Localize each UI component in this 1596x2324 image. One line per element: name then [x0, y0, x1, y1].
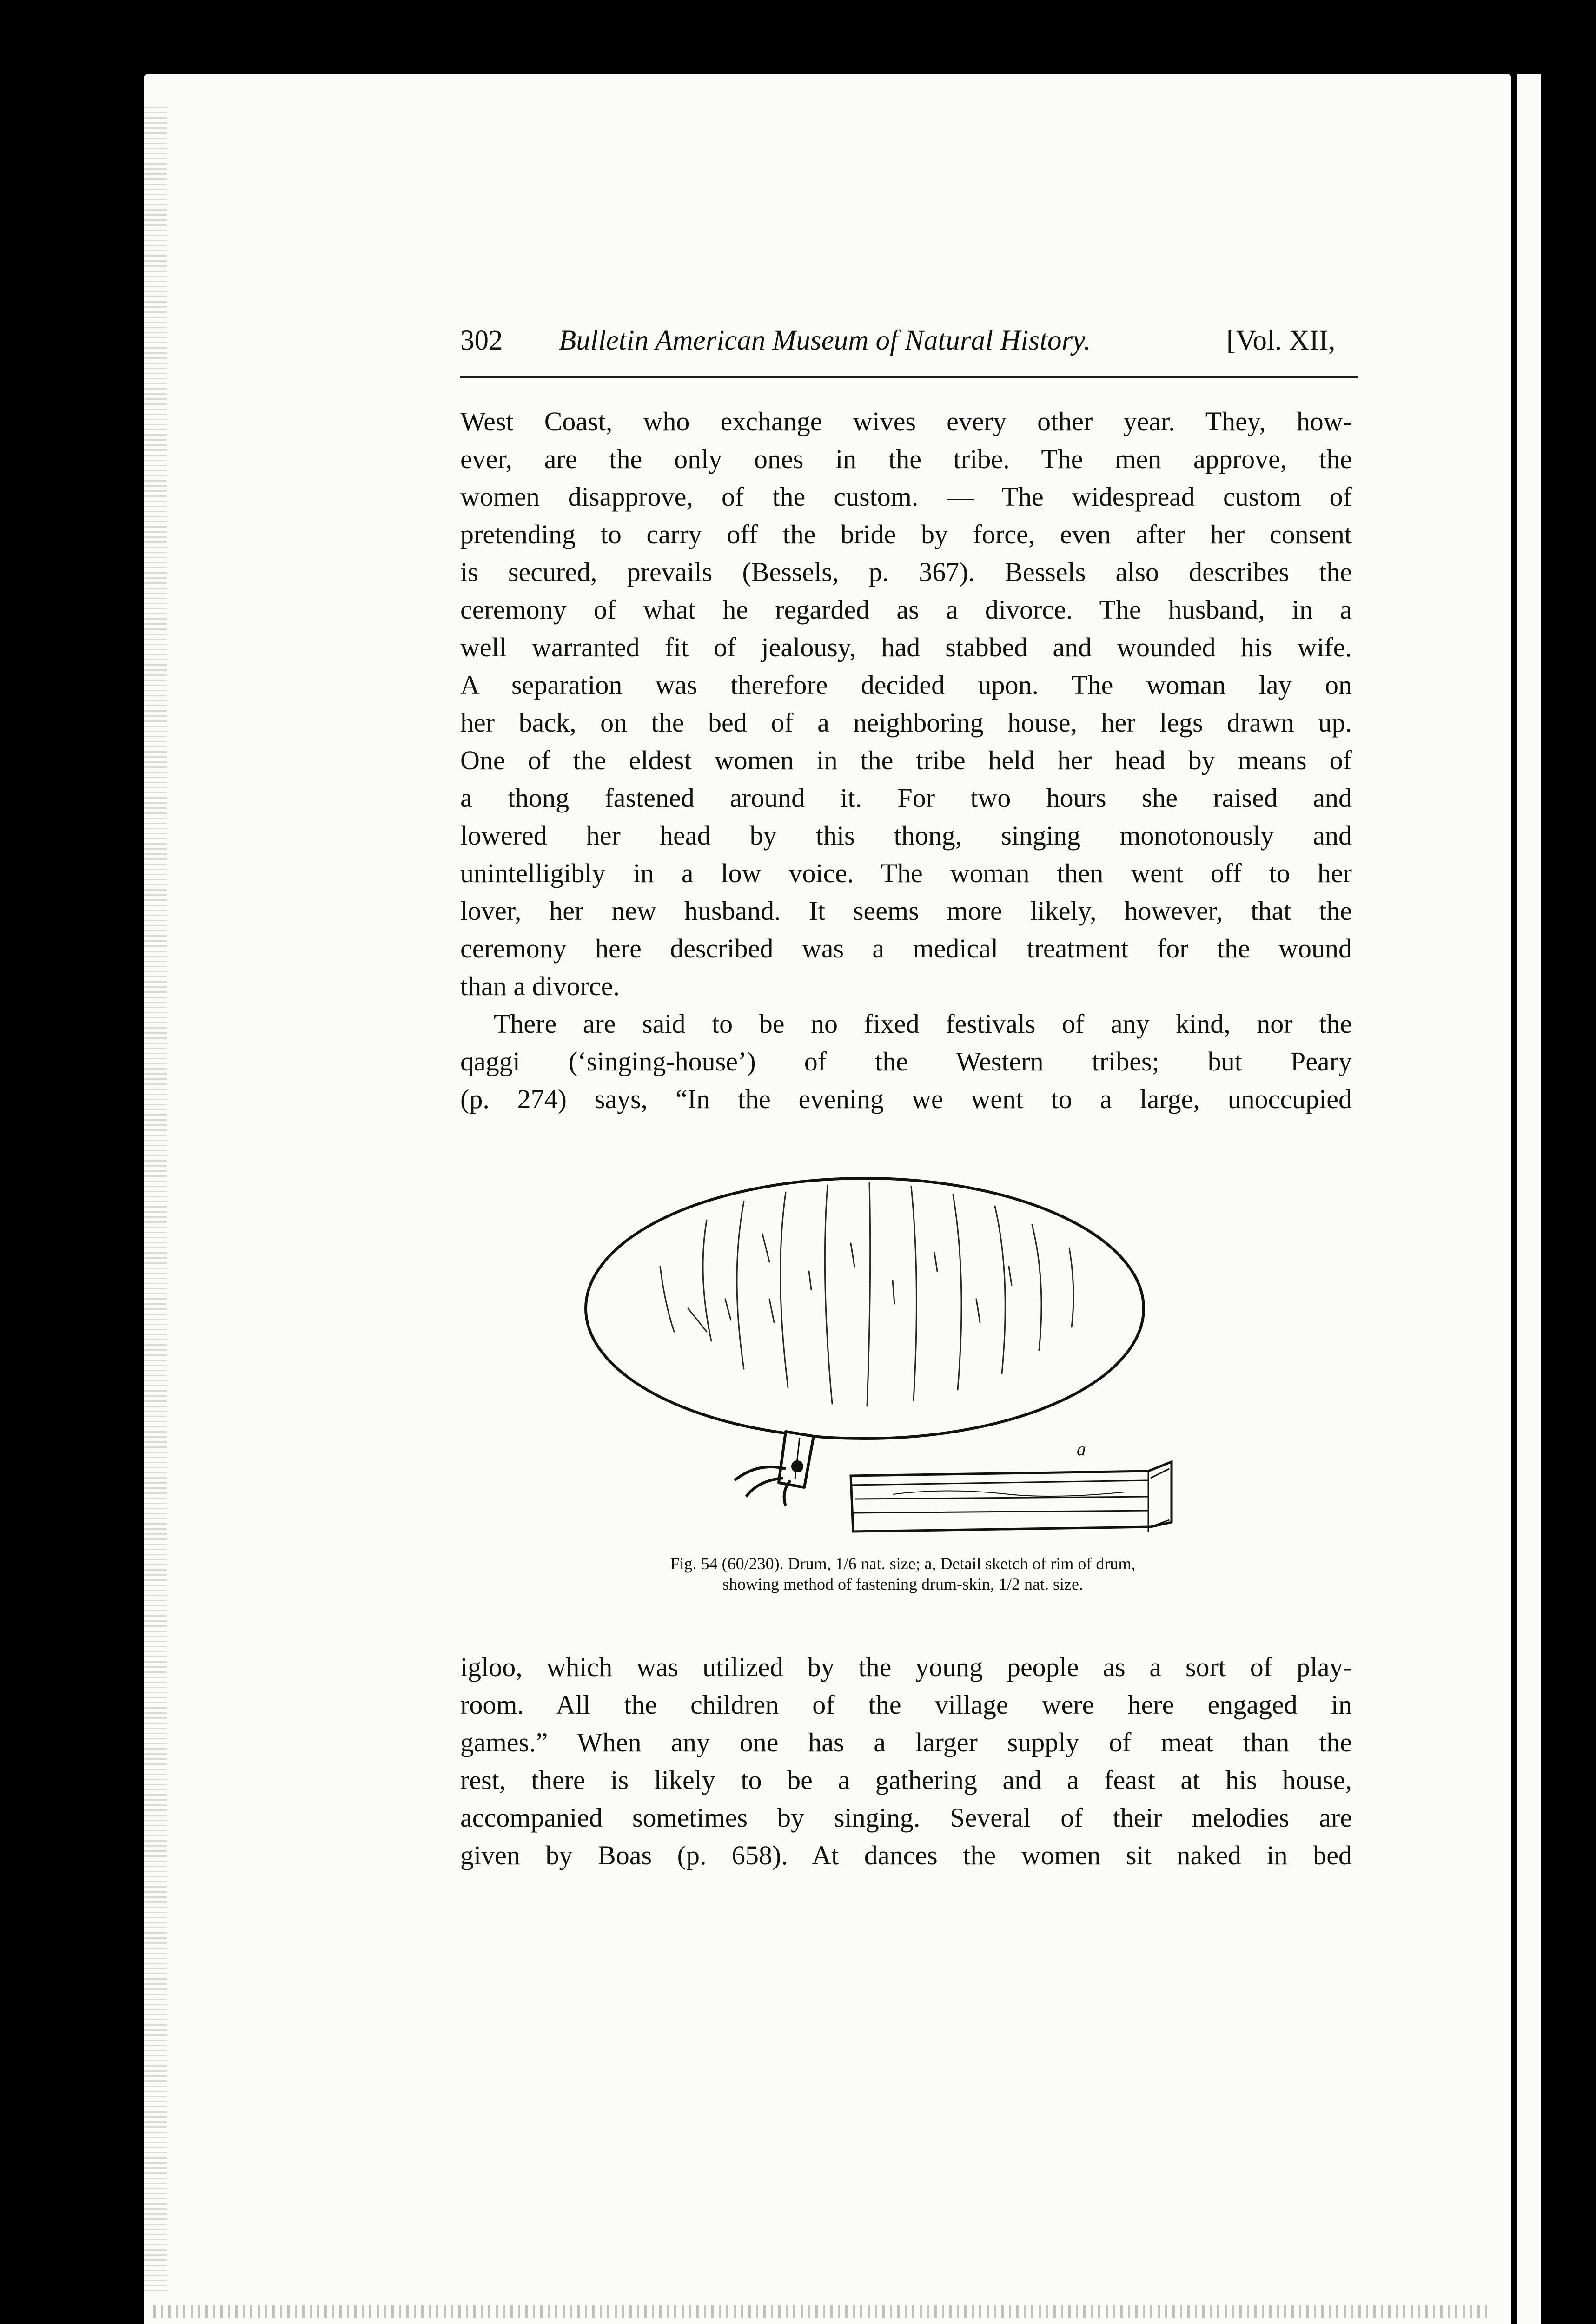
text-line: is secured, prevails (Bessels, p. 367). Bessels also describes the [460, 557, 1352, 587]
text-line: (p. 274) says, “In the evening we went to a large, unoccupied [460, 1084, 1352, 1114]
text-line: room. All the children of the village were here engaged in [460, 1690, 1352, 1720]
text-line: rest, there is likely to be a gathering and a feast at his house, [460, 1765, 1352, 1795]
rim-detail-sketch [851, 1462, 1172, 1532]
text-line: There are said to be no fixed festivals of any kind, nor the [494, 1009, 1352, 1039]
text-line: ceremony of what he regarded as a divorce. The husband, in a [460, 594, 1352, 625]
figure-caption [568, 1553, 1238, 1594]
caption-line: showing method of fastening drum-skin, 1/2 nat. size. [722, 1575, 1083, 1593]
running-head [460, 319, 1371, 362]
text-line: her back, on the bed of a neighboring house, her legs drawn up. [460, 707, 1352, 738]
adjacent-page-edge [1517, 74, 1541, 2324]
header-rule [460, 376, 1358, 378]
text-line: given by Boas (p. 658). At dances the women sit naked in bed [460, 1840, 1352, 1870]
journal-title: Bulletin American Museum of Natural History. [559, 325, 1091, 356]
binding-gutter [144, 107, 167, 2291]
text-line: A separation was therefore decided upon. The woman lay on [460, 670, 1352, 700]
figure-label-a: a [1077, 1439, 1086, 1459]
text-line: a thong fastened around it. For two hours she raised and [460, 783, 1352, 813]
volume-label: [Vol. XII, [1226, 325, 1336, 356]
drum-handle [735, 1432, 814, 1506]
text-line: lover, her new husband. It seems more likely, however, that the [460, 896, 1352, 926]
text-line: pretending to carry off the bride by force, even after her consent [460, 519, 1352, 549]
text-line: accompanied sometimes by singing. Several of their melodies are [460, 1802, 1352, 1833]
page-number: 302 [460, 325, 503, 356]
text-line: ceremony here described was a medical treatment for the wound [460, 933, 1352, 964]
drum-illustration [567, 1160, 1227, 1569]
text-line: games.” When any one has a larger supply of meat than the [460, 1727, 1352, 1757]
text-line: women disapprove, of the custom. — The widespread custom of [460, 482, 1352, 512]
text-line: igloo, which was utilized by the young people as a sort of play- [460, 1652, 1352, 1682]
text-line: One of the eldest women in the tribe held her head by means of [460, 745, 1352, 775]
caption-line: Fig. 54 (60/230). Drum, 1/6 nat. size; a, Detail sketch of rim of drum, [670, 1554, 1136, 1573]
text-line: well warranted fit of jealousy, had stabbed and wounded his wife. [460, 632, 1352, 662]
drum-skin [586, 1178, 1144, 1439]
text-line: lowered her head by this thong, singing monotonously and [460, 820, 1352, 851]
text-line: unintelligibly in a low voice. The woman then went off to her [460, 858, 1352, 888]
text-line: than a divorce. [460, 971, 620, 1001]
text-line: ever, are the only ones in the tribe. The men approve, the [460, 444, 1352, 474]
text-line: West Coast, who exchange wives every other year. They, how- [460, 406, 1352, 436]
page-bottom-edge [153, 2305, 1492, 2318]
text-line: qaggi (‘singing-house’) of the Western tribes; but Peary [460, 1046, 1352, 1076]
